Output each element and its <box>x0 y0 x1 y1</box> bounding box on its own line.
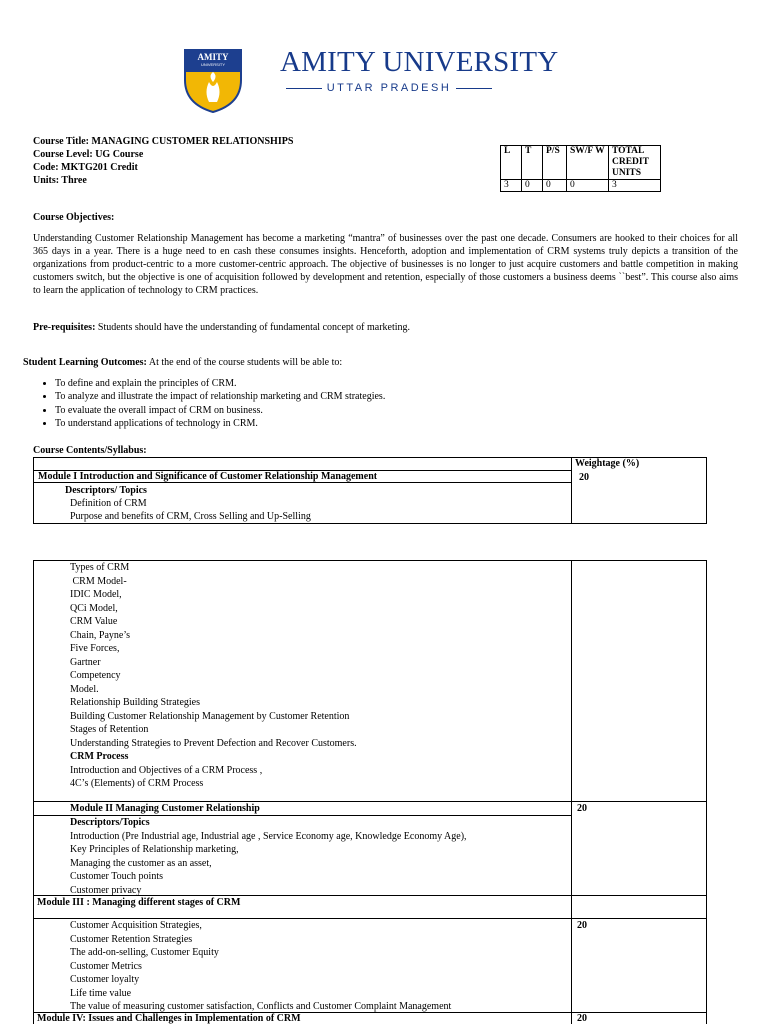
credit-value: 0 <box>567 180 609 192</box>
module1-weight: 20 <box>579 472 589 483</box>
prerequisites-label: Pre-requisites: <box>33 322 96 333</box>
module3-weight: 20 <box>577 920 587 931</box>
topic-item: QCi Model, <box>70 602 118 614</box>
topic-item: Introduction (Pre Industrial age, Industrial age , Service Economy age, Knowledge Economy Age), <box>70 830 467 842</box>
module2-topics <box>70 816 467 897</box>
syllabus-heading: Course Contents/Syllabus: <box>33 445 147 456</box>
topic-item: The value of measuring customer satisfaction, Conflicts and Customer Complaint Management <box>70 1001 452 1012</box>
prerequisites-text: Students should have the understanding of fundamental concept of marketing. <box>95 322 411 333</box>
list-item: • To analyze and illustrate the impact of relationship marketing and CRM strategies. <box>55 390 385 403</box>
topic-item: Life time value <box>70 987 132 999</box>
list-item: • To understand applications of technology in CRM. <box>55 417 385 430</box>
credit-value: 0 <box>543 180 567 192</box>
list-item: • To define and explain the principles of CRM. <box>55 377 385 390</box>
module2-title: Module II Managing Customer Relationship <box>70 803 260 814</box>
outcomes-text: At the end of the course students will be able to: <box>146 357 343 368</box>
university-name: AMITY UNIVERSITY <box>280 46 559 78</box>
module4-title: Module IV: Issues and Challenges in Implementation of CRM <box>37 1013 301 1024</box>
topic-item: Customer Touch points <box>70 871 164 882</box>
topic-item: Five Forces, <box>70 643 120 654</box>
objectives-text: Understanding Customer Relationship Management has become a marketing “mantra” of businesses over the past one decade. Consumers are hooked to their choices for all 365 days in a year. There is a huge need to en cash these consumes insights. Henceforth, adoption and implementation of CRM systems truly depicts a transition of the organizations from product-centric to a more customer-centric approach. The objective of businesses is no longer to just acquire customers and battle competition in making customers switch, but the objective is one of acquisition followed by development and retention, especially of those customers a business deems ``best”. This course also aims to learn the application of technology to CRM practices. <box>33 233 738 296</box>
topic-item: Customer Metrics <box>70 960 142 972</box>
continued-topics <box>70 561 357 791</box>
topic-item: Building Customer Relationship Management by Customer Retention <box>70 710 350 722</box>
topic-item: Model. <box>70 683 99 695</box>
topic-item: Customer Acquisition Strategies, <box>70 920 202 931</box>
university-logo <box>182 46 244 114</box>
topic-item: Types of CRM <box>70 562 130 573</box>
weightage-header: Weightage (%) <box>575 458 640 469</box>
credit-header: P/S <box>543 146 567 180</box>
topic-item: Gartner <box>70 656 101 668</box>
topic-item: Customer Retention Strategies <box>70 933 193 945</box>
course-units: Units: Three <box>33 175 87 186</box>
credit-value: 3 <box>609 180 661 192</box>
module1-title: Module I Introduction and Significance of Customer Relationship Management <box>38 471 378 482</box>
credit-header: TOTAL CREDIT UNITS <box>609 146 661 180</box>
topic-item: Introduction and Objectives of a CRM Process , <box>70 764 263 776</box>
topic-item: 4C’s (Elements) of CRM Process <box>70 778 204 789</box>
objectives-heading: Course Objectives: <box>33 212 115 223</box>
logo-text: AMITY <box>197 52 229 62</box>
module3-topics <box>70 919 451 1014</box>
topic-item: Stages of Retention <box>70 724 149 735</box>
module2-descriptors: Descriptors/Topics <box>70 817 150 828</box>
credit-value: 0 <box>522 180 543 192</box>
module1-topic: Definition of CRM <box>70 498 147 509</box>
credit-header: SW/F W <box>567 146 609 180</box>
outcomes-list <box>37 377 385 431</box>
topic-item: Competency <box>70 670 121 681</box>
crm-process-heading: CRM Process <box>70 751 129 762</box>
list-item: • To evaluate the overall impact of CRM on business. <box>55 404 385 417</box>
outcomes-label: Student Learning Outcomes: <box>23 357 147 368</box>
course-level: Course Level: UG Course <box>33 149 144 160</box>
learning-outcomes <box>23 356 342 369</box>
topic-item: IDIC Model, <box>70 589 122 600</box>
course-title: Course Title: MANAGING CUSTOMER RELATIONSHIPS <box>33 136 294 147</box>
campus-name <box>286 82 492 94</box>
topic-item: Managing the customer as an asset, <box>70 857 212 869</box>
module1-topic: Purpose and benefits of CRM, Cross Selling and Up-Selling <box>70 511 311 522</box>
topic-item: Relationship Building Strategies <box>70 697 200 708</box>
topic-item: Customer privacy <box>70 884 142 896</box>
credit-table <box>500 145 661 192</box>
module3-title: Module III : Managing different stages of CRM <box>37 897 241 908</box>
module1-descriptors: Descriptors/ Topics <box>65 485 147 496</box>
course-code: Code: MKTG201 Credit <box>33 162 138 173</box>
prerequisites <box>33 321 410 334</box>
topic-item: Understanding Strategies to Prevent Defection and Recover Customers. <box>70 737 357 749</box>
campus-label: UTTAR PRADESH <box>326 82 452 94</box>
credit-header: L <box>501 146 522 180</box>
credit-value: 3 <box>501 180 522 192</box>
topic-item: The add-on-selling, Customer Equity <box>70 947 219 958</box>
topic-item: Key Principles of Relationship marketing, <box>70 844 239 855</box>
topic-item: CRM Value <box>70 616 118 627</box>
topic-item: Chain, Payne’s <box>70 629 130 641</box>
credit-header: T <box>522 146 543 180</box>
topic-item: CRM Model- <box>70 575 127 587</box>
module2-weight: 20 <box>577 803 587 814</box>
topic-item: Customer loyalty <box>70 974 140 985</box>
module4-weight: 20 <box>577 1013 587 1024</box>
logo-subtext: UNIVERSITY <box>200 62 225 67</box>
